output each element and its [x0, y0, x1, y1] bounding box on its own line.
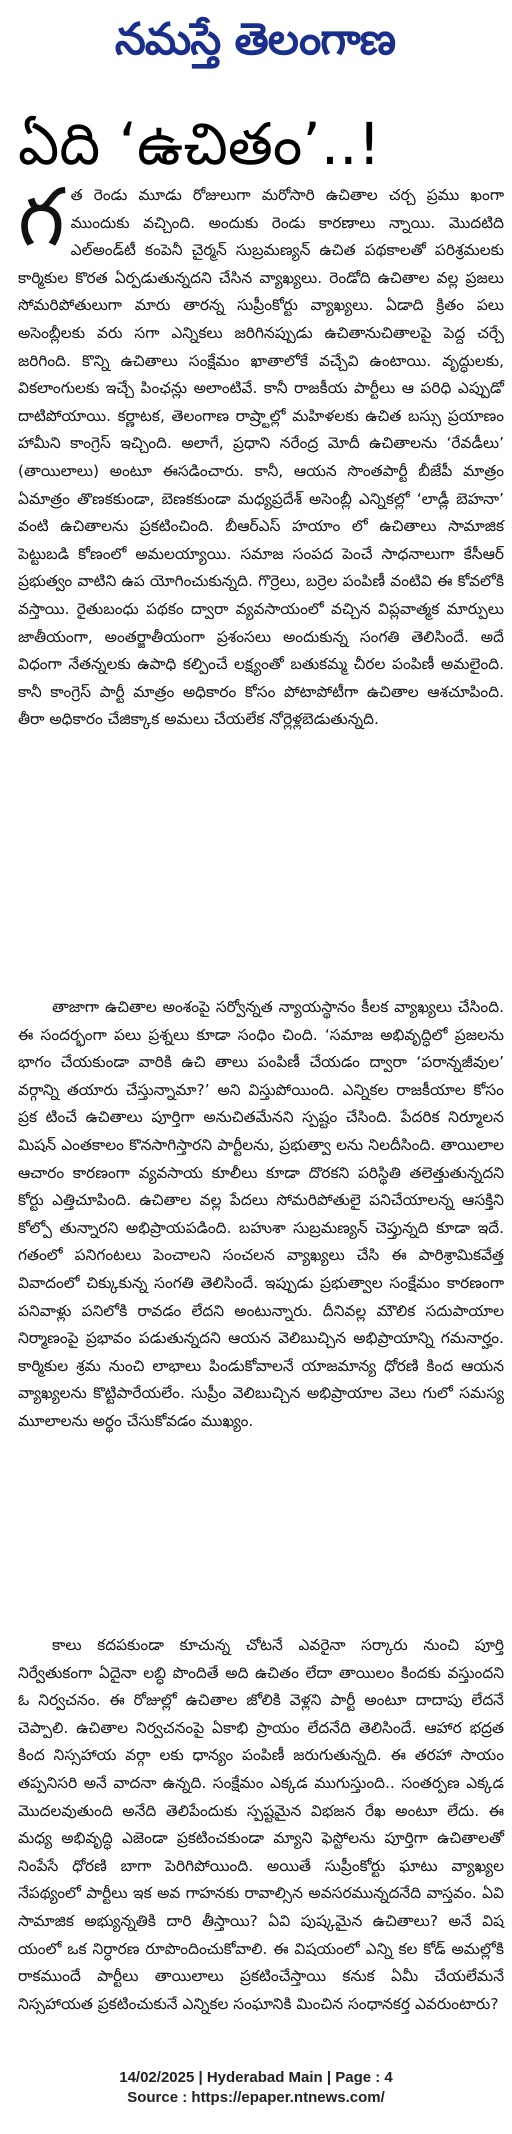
paragraph-text: త రెండు మూడు రోజులుగా మరోసారి ఉచితాల చర్చ ప్రము ఖంగా ముందుకు వచ్చింది. అందుకు రెండు కారణాలు న్నాయి. మొదటిది ఎల్‌అండ్‌టీ కంపెనీ చైర్మన్ సుబ్రమణ్యన్ ఉచిత పథకాలతో పరిశ్రమలకు కార్మికుల కొరత ఏర్పడుతున్నదని చేసిన వ్యాఖ్యలు. రెండోది ఉచితాల వల్ల ప్రజలు సోమరిపోతులుగా మారు తారన్న సుప్రీంకోర్టు వ్యాఖ్యలు. ఏడాది క్రితం పలు అసెంబ్లీలకు వరు సగా ఎన్నికలు జరిగినప్పుడు ఉచితానుచితాలపై పెద్ద చర్చే జరిగింది. కొన్ని ఉచితాలు సంక్షేమం ఖాతాలోకే వచ్చేవి ఉంటాయి. వృద్ధులకు, వికలాంగులకు ఇచ్చే పింఛన్లు అలాంటివే. కానీ రాజకీయ పార్టీలు ఆ పరిధి ఎప్పుడో దాటిపోయాయి. కర్ణాటక, తెలంగాణ రాష్ర్టాల్లో మహిళలకు ఉచిత బస్సు ప్రయాణం హామీని కాంగ్రెస్ ఇచ్చింది. అలాగే, ప్రధాని నరేంద్ర మోదీ ఉచితాలను ‘రేవడీలు’ (తాయిలాలు) అంటూ ఈసడించారు. కానీ, ఆయన సొంతపార్టీ బీజేపీ మాత్రం ఏమాత్రం తొణకకుండా, బెణకకుండా మధ్యప్రదేశ్ అసెంబ్లీ ఎన్నికల్లో ‘లాడ్లీ బెహనా’ వంటి ఉచితాలను ప్రకటించింది. బీఆర్‌ఎస్ హయాం లో ఉచితాలు సామాజిక పెట్టుబడి కోణంలో అమలయ్యాయి. సమాజ సంపద పెంచే సాధనాలుగా కేసీఆర్ ప్రభుత్వం వాటిని ఉప యోగించుకున్నది. గొర్రెలు, బర్రెల పంపిణీ వంటివి ఈ కోవలోకి వస్తాయి. రైతుబంధు పథకం ద్వారా వ్యవసాయంలో వచ్చిన విప్లవాత్మక మార్పులు జాతీయంగా, అంతర్జాతీయంగా ప్రశంసలు అందుకున్న సంగతి తెలిసిందే. అదే విధంగా నేతన్నలకు ఉపాధి కల్పించే లక్ష్యంతో బతుకమ్మ చీరల పంపిణీ అమలైంది. కానీ కాంగ్రెస్ పార్టీ మాత్రం అధికారం కోసం పోటాపోటీగా ఉచితాల ఆశచూపింది. తీరా అధికారం చేజిక్కాక అమలు చేయలేక నోర్లెళ్లబెడుతున్నది. — [18, 186, 504, 729]
article-paragraph-1 — [18, 171, 504, 962]
masthead — [55, 8, 455, 82]
paragraph-text: కాలు కదపకుండా కూచున్న చోటనే ఎవరైనా సర్కారు నుంచి పూర్తి నిర్వేతుకంగా ఏదైనా లబ్ధి పొందితే అది ఉచితం లేదా తాయిలం కిందకు వస్తుందని ఓ నిర్వచనం. ఈ రోజుల్లో ఉచితాల జోలికి వెళ్లని పార్టీ అంటూ దాదాపు లేదనే చెప్పాలి. ఉచితాల నిర్వచనంపై ఏకాభి ప్రాయం లేదనేది తెలిసిందే. ఆహార భద్రత కింద నిస్సహాయ వర్గా లకు ధాన్యం పంపిణీ జరుగుతున్నది. ఈ తరహా సాయం తప్పనిసరి అనే వాదనా ఉన్నది. సంక్షేమం ఎక్కడ ముగుస్తుంది.. సంతర్పణ ఎక్కడ మొదలవుతుంది అనేది తెలిపేందుకు స్పష్టమైన విభజన రేఖ అంటూ లేదు. ఈ మధ్య అభివృద్ధి ఎజెండా ప్రకటించకుండా మ్యాని ఫెస్టోలను పూర్తిగా ఉచితాలతో నింపేసే ధోరణి బాగా పెరిగిపోయింది. అయితే సుప్రీంకోర్టు ఘాటు వ్యాఖ్యల నేపథ్యంలో పార్టీలు ఇక అవ గాహనకు రావాల్సిన అవసరమున్నదనేది వాస్తవం. ఏవి సామాజిక అభ్యున్నతికి దారి తీస్తాయి? ఏవి పుష్కమైన ఉచితాలు? అనే విష యంలో ఒక నిర్ధారణ రూపొందించుకోవాలి. ఈ విషయంలో ఎన్ని కల కోడ్ అమల్లోకి రాకముందే పార్టీలు తాయిలాలు ప్రకటించేస్తాయి కనుక ఏమీ చేయలేమనే నిస్సహాయత ప్రకటించుకునే ఎన్నికల సంఘానికి మించిన సంధానకర్త ఎవరుంటారు? — [18, 1636, 504, 2013]
drop-cap: గ — [18, 171, 65, 264]
footer — [0, 2068, 512, 2108]
headline: ఏది ‘ఉచితం’..! — [18, 110, 381, 178]
masthead-logo: నమస్తే తెలంగాణ — [114, 14, 396, 65]
article-paragraph-2 — [18, 994, 504, 1602]
footer-date-edition: 14/02/2025 | Hyderabad Main | Page : 4 — [119, 2069, 393, 2086]
article-paragraph-3 — [18, 1632, 504, 2013]
paragraph-text: తాజాగా ఉచితాల అంశంపై సర్వోన్నత న్యాయస్థానం కీలక వ్యాఖ్యలు చేసింది. ఈ సందర్భంగా పలు ప్రశ్నలు కూడా సంధిం చింది. ‘సమాజ అభివృద్ధిలో ప్రజలను భాగం చేయకుండా వారికి ఉచి తాలు పంపిణీ చేయడం ద్వారా ‘పరాన్నజీవుల’ వర్గాన్ని తయారు చేస్తున్నామా?’ అని విస్తుపోయింది. ఎన్నికల రాజకీయాల కోసం ప్రక టించే ఉచితాలు పూర్తిగా అనుచితమేనని స్పష్టం చేసింది. పేదరిక నిర్మూలన మిషన్ ఎంతకాలం కొనసాగిస్తారని పార్టీలను, ప్రభుత్వా లను నిలదీసింది. తాయిలాల ఆచారం కారణంగా వ్యవసాయ కూలీలు కూడా దొరకని పరిస్థితి తలెత్తుతున్నదని కోర్టు ఎత్తిచూపింది. ఉచితాల వల్ల పేదలు సోమరిపోతులై పనిచేయాలన్న ఆసక్తిని కోల్పో తున్నారని అభిప్రాయపడింది. బహుశా సుబ్రమణ్యన్ చెప్తున్నది కూడా ఇదే. గతంలో పనిగంటలు పెంచాలని సంచలన వ్యాఖ్యలు చేసి ఈ పారిశ్రామికవేత్త వివాదంలో చిక్కుకున్న సంగతి తెలిసిందే. ఇప్పుడు ప్రభుత్వాల సంక్షేమం కారణంగా పనివాళ్లు పనిలోకి రావడం లేదని అంటున్నారు. దీనివల్ల మౌలిక సదుపాయాల నిర్మాణంపై ప్రభావం పడుతున్నదని ఆయన వెలిబుచ్చిన అభిప్రాయాన్ని గమనార్హం. కార్మికుల శ్రమ నుంచి లాభాలు పిండుకోవాలనే యాజమాన్య ధోరణి కింద ఆయన వ్యాఖ్యలను కొట్టిపారేయలేం. సుప్రీం వెలిబుచ్చిన అభిప్రాయాల వెలు గులో సమస్య మూలాలను అర్థం చేసుకోవడం ముఖ్యం. — [18, 998, 504, 1430]
footer-source-link[interactable]: Source : https://epaper.ntnews.com/ — [127, 2089, 385, 2106]
